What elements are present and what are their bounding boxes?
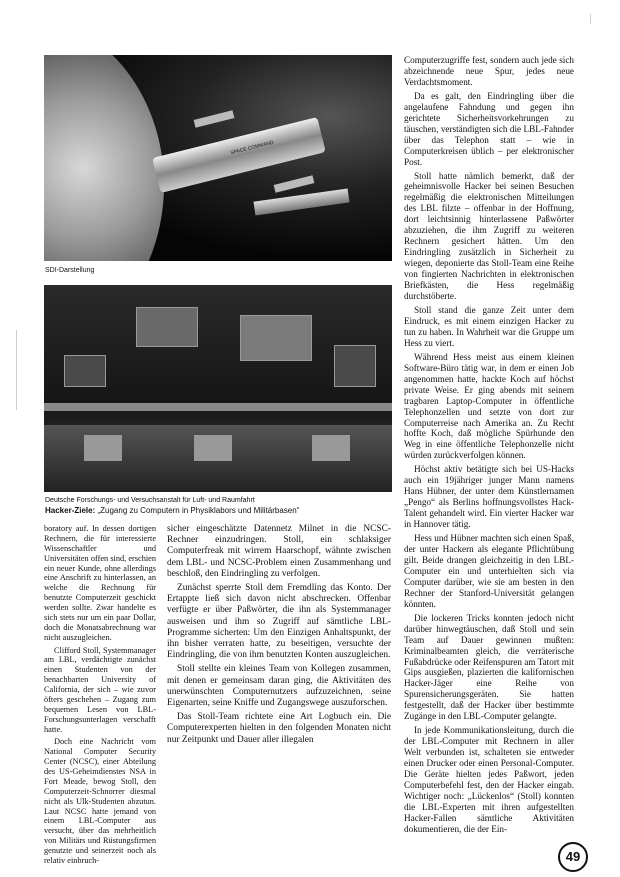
monitor <box>84 435 122 461</box>
wall-screen <box>136 307 198 347</box>
earth-image <box>44 55 164 261</box>
wall-screen <box>240 315 312 361</box>
sdi-space-station-photo <box>44 55 392 261</box>
paragraph: Die lockeren Tricks konnten jedoch nicht darüber hinwegtäuschen, daß Stoll und sein Team auf Dauer gewinnen mußten: Kriminalbeamten gleich, die verräterische Fußabdrücke oder Reifenspuren am Tatort mit Gips ausgießen, plazierten die kalifornischen Hacker-Jäger eine Reihe von Spurensicherungsgeräten. Sie hatten festgestellt, daß der Hacker über bestimmte Zugänge in den LBL-Computer gelangte. <box>404 612 574 722</box>
monitor <box>194 435 232 461</box>
wall-screen <box>64 355 106 387</box>
paragraph: Computerzugriffe fest, sondern auch jede sich abzeichnende neue Spur, jedes neue Verdachtsmoment. <box>404 55 574 87</box>
figure1-caption: SDI-Darstellung <box>45 267 95 274</box>
figure2-credit: Deutsche Forschungs- und Versuchsanstalt für Luft- und Raumfahrt <box>45 497 255 504</box>
text-column-2 <box>167 524 391 746</box>
paragraph: sicher eingeschätzte Datennetz Milnet in die NCSC-Rechner einzudringen. Stoll, ein schlaksiger Computerfreak mit wirrem Haarschopf, wähnte zwischen dem LBL- und NCSC-Problem einen Zusammenhang und beschloß, den Eindringling zu verfolgen. <box>167 524 391 579</box>
paragraph: Stoll stand die ganze Zeit unter dem Eindruck, es mit einem einzigen Hacker zu tun zu haben. In Wahrheit war die Gruppe um Hess zu viert. <box>404 304 574 348</box>
satellite-image <box>253 188 349 215</box>
text-column-1 <box>44 524 156 866</box>
paragraph: Hess und Hübner machten sich einen Spaß, der unter Hackern als elegante Pflichtübung gilt. Beide drangen gleichzeitig in den LBL-Computer ein und unterhielten sich via Computer darüber, wie sie am besten in den Rechner der Stanford-Universität gelangen könnten. <box>404 533 574 609</box>
paragraph: Stoll stellte ein kleines Team von Kollegen zusammen, mit denen er gemeinsam daran ging, die Aktivitäten des unerwünschten Computernutzers aufzuzeichnen, seine Eigenarten, seine Kniffe und Zugangswege auszuforschen. <box>167 664 391 709</box>
page-number: 49 <box>558 842 588 872</box>
paragraph: Stoll hatte nämlich bemerkt, daß der geheimnisvolle Hacker bei seinen Besuchen regelmäßig die elektronischen Mitteilungen des LBL filzte – offenbar in der Hoffnung, dort leichtsinnig hinterlassene Paßwörter abzuziehen, die ihm Zugriff zu weiteren Rechnern gesichert hätten. Um den Eindringling zusätzlich in Sicherheit zu wiegen, deponierte das Stoll-Team eine Reihe von fingierten Nachrichten in elektronischen Briefkästen, die Hess regelmäßig durchstöberte. <box>404 170 574 302</box>
solar-panel <box>194 110 235 127</box>
figure2-caption <box>45 506 299 516</box>
figure2-caption-text: „Zugang zu Computern in Physiklabors und Militärbasen“ <box>97 506 300 515</box>
control-room-photo <box>44 285 392 492</box>
monitor <box>312 435 350 461</box>
console-desk <box>44 403 392 411</box>
paragraph: Doch eine Nachricht vom National Computer Security Center (NCSC), einer Abteilung des US-Geheimdienstes NSA in Fort Meade, bewog Stoll, den Computerzeit-Schnorrer diesmal nicht als Ulk-Studenten abzutun. Laut NCSC hatte jemand von einem LBL-Computer aus versucht, über das mehrheitlich von Militärs und Rüstungsfirmen genutzte und seinerzeit noch als relativ einbruch- <box>44 737 156 865</box>
margin-mark <box>16 330 17 410</box>
paragraph: Das Stoll-Team richtete eine Art Logbuch ein. Die Computerexperten hielten in den folgenden Monaten nicht nur Zeitpunkt und Dauer aller illegalen <box>167 712 391 745</box>
solar-panel <box>274 175 315 192</box>
wall-screen <box>334 345 376 387</box>
paragraph: Da es galt, den Eindringling über die angelaufene Fahndung und gegen ihn gerichtete Sicherheitsvorkehrungen zu täuschen, verständigten sich die LBL-Fahnder über das Telephon statt – wie in Computerkreisen üblich – per elektronischer Post. <box>404 90 574 167</box>
margin-mark <box>590 14 591 24</box>
paragraph: Höchst aktiv betätigte sich bei US-Hacks auch ein 19jähriger junger Mann namens Hans Hübner, der unter dem Künstlernamen „Pengo“ als Berlins hoffnungsvollstes Hack-Talent gehandelt wird. Ein vierter Hacker war in Hannover tätig. <box>404 464 574 530</box>
photo-label: SPACE COMMAND <box>229 139 275 157</box>
text-column-3 <box>404 55 574 835</box>
paragraph: In jede Kommunikationsleitung, durch die der LBL-Computer mit Rechnern in aller Welt verbunden ist, schalteten sie entweder einen Drucker oder einen Personal-Computer. Die Geräte hielten jedes Paßwort, jeden Computerbefehl fest, den der Hacker eingab. Wichtiger noch: „Lückenlos“ (Stoll) konnten die LBL-Experten mit ihren aufgestellten Hacker-Fallen sämtliche Aktivitäten dokumentieren, die der Ein- <box>404 725 574 834</box>
paragraph: Während Hess meist aus einem kleinen Software-Büro tätig war, in dem er einen Job angenommen hatte, hackte Koch auf höchst private Weise. Er ging abends mit seinem tragbaren Laptop-Computer in öffentliche Telephonzellen und setzte von dort zur Computerreise nach Amerika an. Zu Recht hoffte Koch, daß mögliche Spürhunde den Weg in eine öffentliche Telephonzelle nicht würden zurückverfolgen können. <box>404 351 574 461</box>
figure2-caption-label: Hacker-Ziele: <box>45 506 96 515</box>
paragraph: Clifford Stoll, Systemmanager am LBL, verdächtigte zunächst einen Studenten von der benachbarten University of California, der sich – wie zuvor öfters geschehen – Zugang zum bequemen Lesen von LBL-Forschungsunterlagen verschafft hatte. <box>44 645 156 734</box>
paragraph: boratory auf. In dessen dortigen Rechnern, die für interessierte Wissenschaftler und Universitäten offen sind, erschien ein neuer Kunde, ohne allerdings eine Anschrift zu hinterlassen, an welche die Rechnung für benutzte Computerzeit geschickt werden sollte. Zwar handelte es sich stets nur um ein paar Dollar, doch die Monatsabrechnung war nicht auszugleichen. <box>44 524 156 642</box>
paragraph: Zunächst sperrte Stoll dem Fremdling das Konto. Der Ertappte ließ sich davon nicht abschrecken. Offenbar verfügte er über Paßwörter, die ihn als Systemmanager ausweisen und ihm so Zugriff auf sämtliche LBL-Programme sicherten: Um den Einzigen Anhaltspunkt, der ihn bisher verraten hatte, zu beseitigen, versuchte der Eindringling, die von ihm benutzten Konten auszugleichen. <box>167 583 391 661</box>
